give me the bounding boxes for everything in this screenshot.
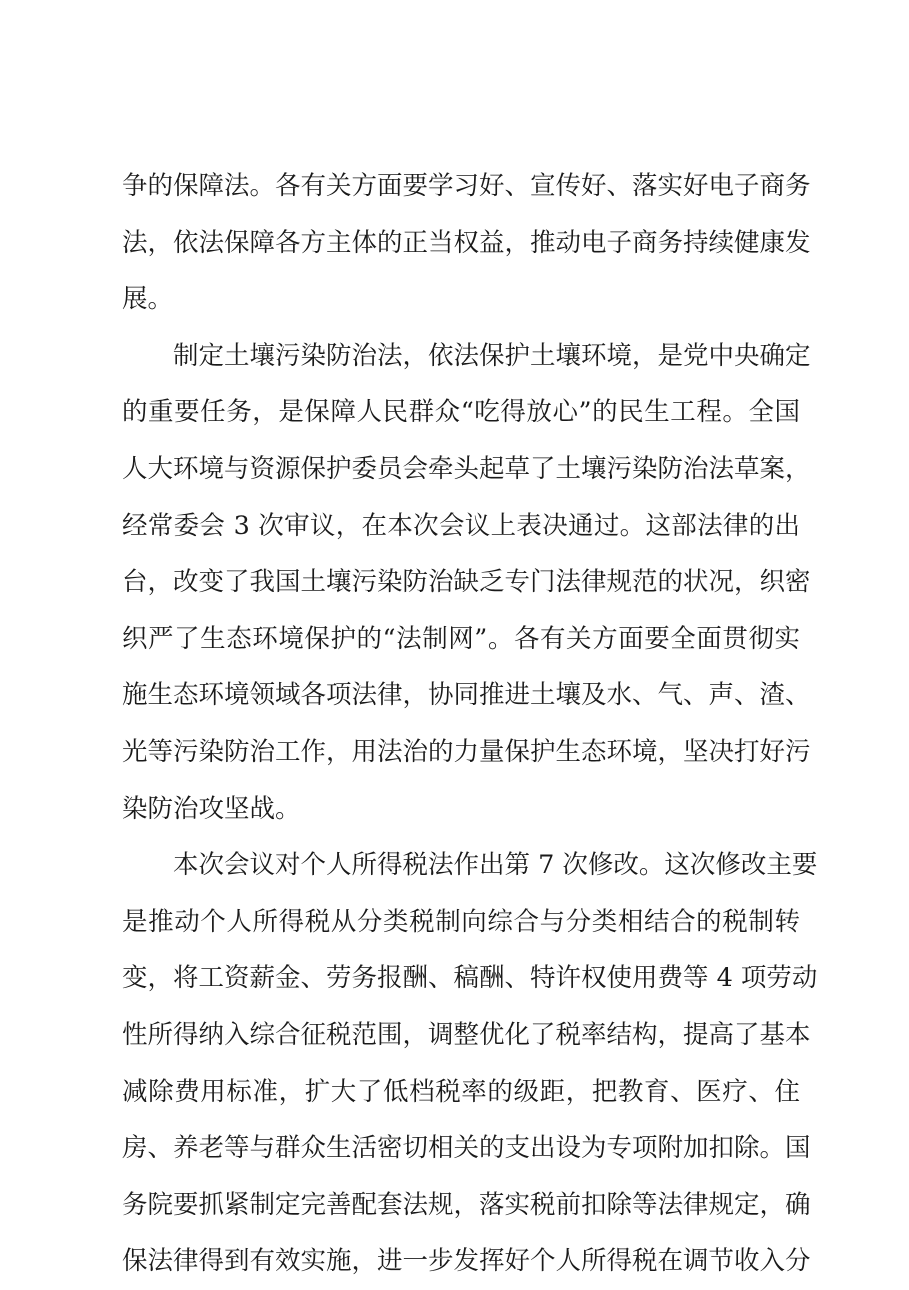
text-line: 染防治攻坚战。 (122, 793, 301, 824)
text-line: 台，改变了我国土壤污染防治缺乏专门法律规范的状况，织密 (122, 567, 811, 598)
text-line: 务院要抓紧制定完善配套法规，落实税前扣除等法律规定，确 (122, 1189, 811, 1220)
text-line: 人大环境与资源保护委员会牵头起草了土壤污染防治法草案， (122, 453, 811, 484)
text-line: 展。 (122, 284, 174, 315)
text-line: 光等污染防治工作，用法治的力量保护生态环境，坚决打好污 (122, 736, 811, 767)
text-line: 房、养老等与群众生活密切相关的支出设为专项附加扣除。国 (122, 1133, 811, 1164)
text-line: 争的保障法。各有关方面要学习好、宣传好、落实好电子商务 (122, 171, 811, 201)
text-line: 织严了生态环境保护的“法制网”。各有关方面要全面贯彻实 (122, 623, 800, 654)
text-line: 保法律得到有效实施，进一步发挥好个人所得税在调节收入分 (122, 1246, 811, 1277)
text-line: 减除费用标准，扩大了低档税率的级距，把教育、医疗、住 (122, 1076, 800, 1107)
text-line: 经常委会 3 次审议，在本次会议上表决通过。这部法律的出 (122, 510, 800, 541)
text-line: 是推动个人所得税从分类税制向综合与分类相结合的税制转 (122, 906, 800, 937)
text-line: 性所得纳入综合征税范围，调整优化了税率结构，提高了基本 (122, 1019, 811, 1050)
text-line: 施生态环境领域各项法律，协同推进土壤及水、气、声、渣、 (122, 680, 811, 711)
paragraph-first-line: 本次会议对个人所得税法作出第 7 次修改。这次修改主要 (173, 850, 818, 881)
text-line: 的重要任务，是保障人民群众“吃得放心”的民生工程。全国 (122, 397, 800, 428)
document-body (122, 158, 818, 1290)
text-line: 法，依法保障各方主体的正当权益，推动电子商务持续健康发 (122, 227, 811, 258)
paragraph-first-line: 制定土壤污染防治法，依法保护土壤环境，是党中央确定 (173, 340, 811, 371)
text-line: 变，将工资薪金、劳务报酬、稿酬、特许权使用费等 4 项劳动 (122, 963, 818, 994)
